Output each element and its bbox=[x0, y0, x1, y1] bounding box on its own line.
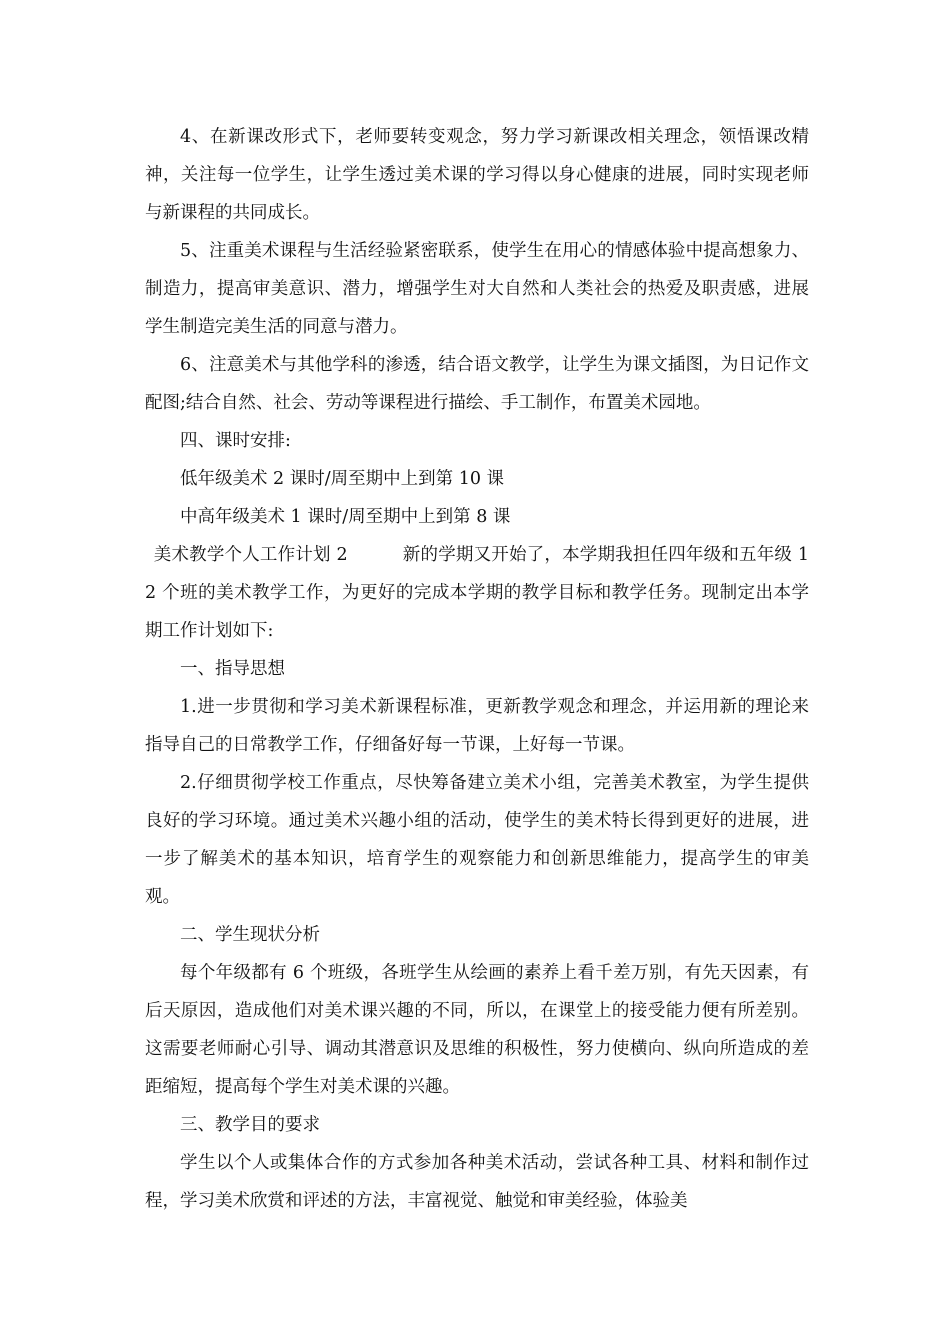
section-heading-teaching-goals: 三、教学目的要求 bbox=[180, 1115, 320, 1135]
teaching-goals-paragraph: 学生以个人或集体合作的方式参加各种美术活动，尝试各种工具、材料和制作过程，学习美术欣赏和评述的方法，丰富视觉、触觉和审美经验，体验美 bbox=[145, 1153, 809, 1211]
guiding-item-2: 2.仔细贯彻学校工作重点，尽快筹备建立美术小组，完善美术教室，为学生提供良好的学习环境。通过美术兴趣小组的活动，使学生的美术特长得到更好的进展，进一步了解美术的基本知识，培育学生的观察能力和创新思维能力，提高学生的审美观。 bbox=[145, 773, 809, 907]
schedule-line-high-grade: 中高年级美术 1 课时/周至期中上到第 8 课 bbox=[180, 507, 511, 527]
guiding-item-1: 1.进一步贯彻和学习美术新课程标准，更新教学观念和理念，并运用新的理论来指导自己的日常教学工作，仔细备好每一节课，上好每一节课。 bbox=[145, 697, 809, 755]
document-body bbox=[145, 118, 809, 1220]
plan2-paragraph bbox=[145, 536, 809, 650]
section-heading-student-analysis: 二、学生现状分析 bbox=[180, 925, 320, 945]
paragraph-item-4: 4、在新课改形式下，老师要转变观念，努力学习新课改相关理念，领悟课改精神，关注每一位学生，让学生透过美术课的学习得以身心健康的进展，同时实现老师与新课程的共同成长。 bbox=[145, 127, 809, 223]
section-heading-schedule: 四、课时安排: bbox=[180, 431, 291, 451]
paragraph-item-6: 6、注意美术与其他学科的渗透，结合语文教学，让学生为课文插图，为日记作文配图;结合自然、社会、劳动等课程进行描绘、手工制作，布置美术园地。 bbox=[145, 355, 809, 413]
plan2-intro: 新的学期又开始了，本学期我担任四年级和五年级 12 个班的美术教学工作，为更好的完成本学期的教学目标和教学任务。现制定出本学期工作计划如下: bbox=[145, 545, 809, 641]
plan2-title: 美术教学个人工作计划 2 bbox=[153, 545, 348, 565]
section-heading-guiding-thought: 一、指导思想 bbox=[180, 659, 285, 679]
paragraph-item-5: 5、注重美术课程与生活经验紧密联系，使学生在用心的情感体验中提高想象力、制造力，提高审美意识、潜力，增强学生对大自然和人类社会的热爱及职责感，进展学生制造完美生活的同意与潜力。 bbox=[145, 241, 809, 337]
student-analysis-paragraph: 每个年级都有 6 个班级，各班学生从绘画的素养上看千差万别，有先天因素，有后天原因，造成他们对美术课兴趣的不同，所以，在课堂上的接受能力便有所差别。这需要老师耐心引导、调动其潜意识及思维的积极性，努力使横向、纵向所造成的差距缩短，提高每个学生对美术课的兴趣。 bbox=[145, 963, 809, 1097]
schedule-line-low-grade: 低年级美术 2 课时/周至期中上到第 10 课 bbox=[180, 469, 505, 489]
